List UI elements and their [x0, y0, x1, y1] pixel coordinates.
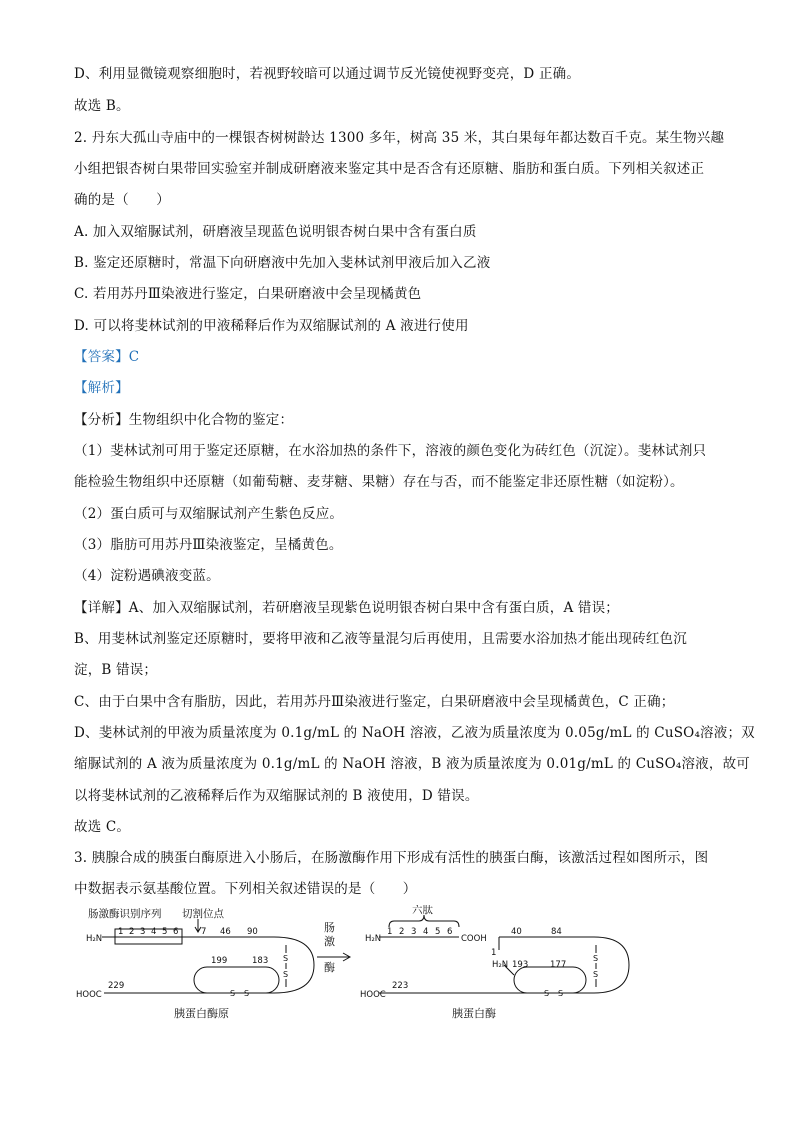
detail-line: 淀，B 错误； [74, 662, 158, 678]
analysis-line: （3）脂肪可用苏丹Ⅲ染液鉴定，呈橘黄色。 [74, 537, 343, 553]
enterokinase-label: 激 [324, 935, 335, 948]
detail-line: 以将斐林试剂的乙液稀释后作为双缩脲试剂的 B 液使用，D 错误。 [74, 788, 479, 804]
disulfide-s: S [544, 989, 550, 998]
disulfide-s: S [283, 970, 289, 979]
disulfide-s: S [230, 989, 236, 998]
residue-label: 3 [140, 927, 146, 937]
residue-label: 4 [423, 927, 429, 937]
residue-label: 183 [252, 956, 269, 966]
residue-label: 5 [435, 927, 441, 937]
detail-line: C、由于白果中含有脂肪，因此，若用苏丹Ⅲ染液进行鉴定，白果研磨液中会呈现橘黄色，C 正确； [74, 694, 675, 710]
option-c: C. 若用苏丹Ⅲ染液进行鉴定，白果研磨液中会呈现橘黄色 [74, 286, 422, 302]
residue-label: 7 [201, 927, 207, 937]
analysis-line: （4）淀粉遇碘液变蓝。 [74, 568, 220, 584]
trypsinogen-caption: 胰蛋白酶原 [174, 1007, 229, 1020]
analysis-line: 【分析】生物组织中化合物的鉴定： [74, 412, 294, 428]
residue-label: 229 [108, 981, 125, 991]
trypsin-caption: 胰蛋白酶 [452, 1007, 496, 1020]
residue-label: 199 [211, 956, 228, 966]
residue-label: 193 [512, 960, 529, 970]
hexapeptide-label: 六肽 [412, 905, 433, 916]
n-terminus: H₂N [86, 934, 103, 944]
residue-label: 84 [551, 927, 562, 937]
question-2-stem: 确的是（ ） [74, 192, 170, 208]
c-terminus: HOOC [76, 990, 102, 1000]
option-a: A. 加入双缩脲试剂，研磨液呈现蓝色说明银杏树白果中含有蛋白质 [74, 224, 477, 240]
enterokinase-label: 肠 [324, 921, 335, 934]
analysis-label: 【解析】 [74, 380, 129, 396]
enterokinase-label: 酶 [324, 961, 335, 974]
residue-label: 4 [151, 927, 157, 937]
residue-label: 46 [220, 927, 231, 937]
new-n-terminus: H₂N [492, 960, 509, 970]
text-line: D、利用显微镜观察细胞时，若视野较暗可以通过调节反光镜使视野变亮，D 正确。 [74, 66, 581, 82]
question-2-stem: 小组把银杏树白果带回实验室并制成研磨液来鉴定其中是否含有还原糖、脂肪和蛋白质。下列相关叙述正 [74, 161, 705, 177]
analysis-line: 能检验生物组织中还原糖（如葡萄糖、麦芽糖、果糖）存在与否，而不能鉴定非还原性糖（如淀粉）。 [74, 474, 684, 490]
residue-label: 1 [491, 948, 497, 958]
residue-label: 2 [129, 927, 135, 937]
analysis-line: （1）斐林试剂可用于鉴定还原糖，在水浴加热的条件下，溶液的颜色变化为砖红色（沉淀）。斐林试剂只 [74, 443, 707, 459]
residue-label: 223 [392, 981, 409, 991]
disulfide-s: S [593, 970, 599, 979]
text-line: 故选 B。 [74, 98, 130, 114]
detail-line: 【详解】A、加入双缩脲试剂，若研磨液呈现紫色说明银杏树白果中含有蛋白质，A 错误； [74, 600, 619, 616]
residue-label: 2 [399, 927, 405, 937]
detail-line: 缩脲试剂的 A 液为质量浓度为 0.1g/mL 的 NaOH 溶液，B 液为质量浓度为 0.01g/mL 的 CuSO₄溶液，故可 [74, 756, 750, 772]
detail-line: B、用斐林试剂鉴定还原糖时，要将甲液和乙液等量混匀后再使用，且需要水浴加热才能出现砖红色沉 [74, 631, 687, 647]
c-terminus: HOOC [360, 990, 386, 1000]
residue-label: 6 [173, 927, 179, 937]
residue-label: 5 [162, 927, 168, 937]
disulfide-s: S [244, 989, 250, 998]
option-b: B. 鉴定还原糖时，常温下向研磨液中先加入斐林试剂甲液后加入乙液 [74, 255, 491, 271]
residue-label: 40 [511, 927, 522, 937]
residue-label: 3 [411, 927, 417, 937]
disulfide-s: S [283, 954, 289, 963]
residue-label: 177 [550, 960, 567, 970]
peptide-c-terminus: COOH [461, 934, 487, 944]
question-3-stem: 中数据表示氨基酸位置。下列相关叙述错误的是（ ） [74, 881, 417, 897]
residue-label: 6 [447, 927, 453, 937]
residue-label: 90 [247, 927, 258, 937]
n-terminus: H₂N [365, 934, 382, 944]
text-line: 故选 C。 [74, 819, 131, 835]
answer-label: 【答案】C [74, 349, 140, 365]
recognition-sequence-label: 肠激酶识别序列 [88, 908, 162, 920]
detail-line: D、斐林试剂的甲液为质量浓度为 0.1g/mL 的 NaOH 溶液，乙液为质量浓度为 0.05g/mL 的 CuSO₄溶液；双 [74, 725, 755, 741]
disulfide-s: S [593, 954, 599, 963]
residue-label: 1 [387, 927, 393, 937]
residue-label: 1 [118, 927, 124, 937]
cut-site-label: 切割位点 [182, 908, 224, 920]
option-d: D. 可以将斐林试剂的甲液稀释后作为双缩脲试剂的 A 液进行使用 [74, 318, 469, 334]
analysis-line: （2）蛋白质可与双缩脲试剂产生紫色反应。 [74, 506, 344, 522]
question-2-stem: 2. 丹东大孤山寺庙中的一棵银杏树树龄达 1300 多年，树高 35 米，其白果每年都达数百千克。某生物兴趣 [74, 130, 725, 146]
disulfide-s: S [558, 989, 564, 998]
trypsin-activation-diagram [74, 905, 734, 1025]
question-3-stem: 3. 胰腺合成的胰蛋白酶原进入小肠后，在肠激酶作用下形成有活性的胰蛋白酶，该激活过程如图所示，图 [74, 850, 709, 866]
